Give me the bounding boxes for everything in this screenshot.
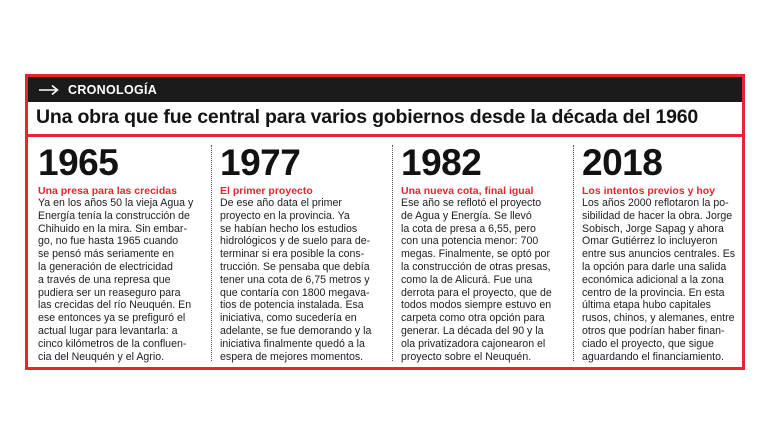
column-divider — [392, 145, 393, 361]
body-line: centro de la provincia. En esta — [582, 286, 725, 299]
body-line: última etapa hubo capitales — [582, 299, 711, 312]
body-line: entre sus anuncios centrales. Es — [582, 248, 736, 261]
body-line: cia del Neuquén y el Agrio. — [38, 350, 165, 363]
body-line: derrota para el proyecto, que de — [401, 286, 552, 299]
body-line: Ese año se reflotó el proyecto — [401, 197, 542, 209]
body-line: como la de Alicurá. Fue una — [401, 273, 533, 286]
body-line: actual lugar para levantarla: a — [38, 324, 178, 337]
column-divider — [211, 145, 212, 361]
body-line: económica adicional a la zona — [582, 273, 724, 286]
body-line: sibilidad de hacer la obra. Jorge — [582, 209, 733, 222]
entry-year: 2018 — [582, 142, 663, 183]
body-line: se habían hecho los estudios — [220, 222, 358, 235]
body-line: Sobisch, Jorge Sapag y ahora — [582, 222, 724, 235]
timeline-entry-1977 — [220, 137, 390, 367]
body-line: a través de una represa que — [38, 273, 171, 286]
timeline-box — [25, 74, 745, 370]
entry-body — [220, 197, 371, 363]
entry-body — [38, 197, 193, 363]
timeline-entry-1982 — [401, 137, 571, 367]
entry-body — [582, 197, 735, 363]
body-line: carpeta como otra opción para — [401, 312, 545, 325]
body-line: otros que podrían haber finan- — [582, 324, 725, 337]
body-line: megas. Finalmente, se optó por — [401, 248, 550, 261]
timeline-entry-1965 — [38, 137, 208, 367]
body-line: la cota de presa a 6,55, pero — [401, 222, 536, 235]
body-line: todos modos siempre estuvo en — [401, 299, 552, 312]
kicker-label: CRONOLOGÍA — [68, 82, 158, 97]
body-line: espera de mejores momentos. — [220, 350, 364, 363]
entry-body — [401, 197, 552, 363]
body-line: tener una cota de 6,75 metros y — [220, 273, 370, 286]
body-line: pudiera ser un reaseguro para — [38, 286, 181, 299]
body-line: las crecidas del río Neuquén. En — [38, 299, 192, 312]
body-line: trucción. Se pensaba que debía — [220, 260, 370, 273]
body-line: go, no fue hasta 1965 cuando — [38, 235, 179, 248]
body-line: tios de potencia instalada. Esa — [220, 299, 364, 312]
entry-subtitle: Los intentos previos y hoy — [582, 185, 716, 197]
body-line: la opción para darle una salida — [582, 260, 727, 273]
headline: Una obra que fue central para varios gobiernos desde la década del 1960 — [36, 106, 699, 128]
column-divider — [573, 145, 574, 361]
entry-year: 1982 — [401, 142, 482, 183]
entry-year: 1965 — [38, 142, 119, 183]
body-line: proyecto en la provincia. Ya — [220, 209, 350, 222]
body-line: De ese año data el primer — [220, 197, 342, 209]
body-line: generar. La década del 90 y la — [401, 324, 544, 337]
body-line: de Agua y Energía. Se llevó — [401, 209, 532, 222]
body-line: adelante, se fue demorando y la — [220, 324, 372, 337]
body-line: se pensó más seriamente en — [38, 248, 175, 261]
section-kicker — [28, 77, 742, 102]
body-line: proyecto sobre el Neuquén. — [401, 350, 532, 363]
arrow-right-icon — [38, 84, 60, 96]
body-line: terminar si era posible la cons- — [220, 248, 365, 261]
timeline-columns — [28, 137, 742, 367]
body-line: rusos, chinos, y alemanes, entre — [582, 312, 735, 325]
body-line: Ya en los años 50 la vieja Agua y — [38, 197, 194, 209]
body-line: la construcción de otras presas, — [401, 260, 551, 273]
body-line: con una potencia menor: 700 — [401, 235, 539, 248]
body-line: ola privatizadora cajonearon el — [401, 337, 546, 350]
body-line: Chihuido en la mira. Sin embar- — [38, 222, 187, 235]
body-line: ese entonces ya se prefiguró el — [38, 312, 186, 325]
body-line: Los años 2000 reflotaron la po- — [582, 197, 729, 209]
body-line: iniciativa finalmente quedó a la — [220, 337, 365, 350]
body-line: cinco kilómetros de la confluen- — [38, 337, 187, 350]
body-line: aguardando el financiamiento. — [582, 350, 724, 363]
body-line: que contaría con 1800 megava- — [220, 286, 370, 299]
entry-subtitle: Una nueva cota, final igual — [401, 185, 534, 197]
entry-year: 1977 — [220, 142, 301, 183]
entry-subtitle: El primer proyecto — [220, 185, 313, 197]
body-line: hidrológicos y de suelo para de- — [220, 235, 371, 248]
body-line: iniciativa, como sucedería en — [220, 312, 357, 325]
body-line: ciado el proyecto, que sigue — [582, 337, 714, 350]
body-line: Energía tenía la construcción de — [38, 209, 190, 222]
body-line: la generación de electricidad — [38, 260, 173, 273]
timeline-entry-2018 — [582, 137, 740, 367]
body-line: Omar Gutiérrez lo incluyeron — [582, 235, 718, 248]
entry-subtitle: Una presa para las crecidas — [38, 185, 177, 197]
